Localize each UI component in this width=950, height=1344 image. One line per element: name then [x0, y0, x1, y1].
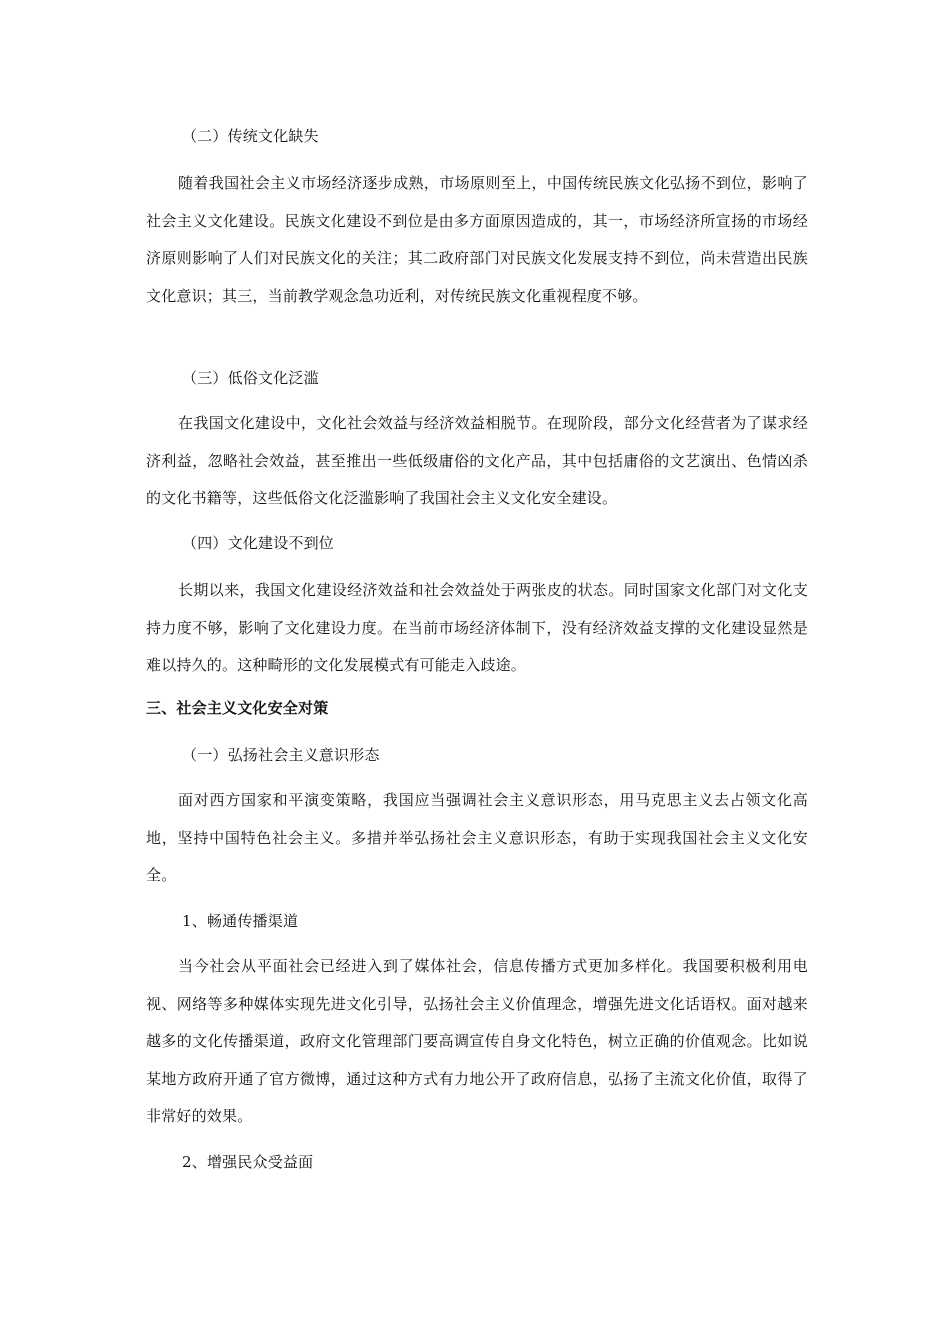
paragraph-culture-construction: 长期以来，我国文化建设经济效益和社会效益处于两张皮的状态。同时国家文化部门对文化支持力度不够，影响了文化建设力度。在当前市场经济体制下，没有经济效益支撑的文化建设显然是难以持久的。这种畸形的文化发展模式有可能走入歧途。 [146, 581, 808, 674]
section-heading-traditional-culture: （二）传统文化缺失 [182, 127, 319, 145]
paragraph-traditional-culture: 随着我国社会主义市场经济逐步成熟，市场原则至上，中国传统民族文化弘扬不到位，影响了社会主义文化建设。民族文化建设不到位是由多方面原因造成的，其一，市场经济所宣扬的市场经济原则影响了人们对民族文化的关注；其二政府部门对民族文化发展支持不到位，尚未营造出民族文化意识；其三，当前教学观念急功近利，对传统民族文化重视程度不够。 [146, 174, 808, 305]
section-heading-vulgar-culture: （三）低俗文化泛滥 [182, 369, 319, 387]
chapter-heading-countermeasures: 三、社会主义文化安全对策 [146, 699, 329, 717]
subsection-heading-public-benefit: 2、增强民众受益面 [182, 1153, 314, 1171]
section-heading-culture-construction: （四）文化建设不到位 [182, 534, 335, 552]
paragraph-channels: 当今社会从平面社会已经进入到了媒体社会，信息传播方式更加多样化。我国要积极利用电视、网络等多种媒体实现先进文化引导，弘扬社会主义价值理念，增强先进文化话语权。面对越来越多的文化传播渠道，政府文化管理部门要高调宣传自身文化特色，树立正确的价值观念。比如说某地方政府开通了官方微博，通过这种方式有力地公开了政府信息，弘扬了主流文化价值，取得了非常好的效果。 [146, 957, 808, 1125]
paragraph-ideology: 面对西方国家和平演变策略，我国应当强调社会主义意识形态，用马克思主义去占领文化高地，坚持中国特色社会主义。多措并举弘扬社会主义意识形态，有助于实现我国社会主义文化安全。 [146, 791, 808, 884]
section-heading-ideology: （一）弘扬社会主义意识形态 [182, 746, 380, 764]
subsection-heading-channels: 1、畅通传播渠道 [182, 912, 299, 930]
paragraph-vulgar-culture: 在我国文化建设中，文化社会效益与经济效益相脱节。在现阶段，部分文化经营者为了谋求经济利益，忽略社会效益，甚至推出一些低级庸俗的文化产品，其中包括庸俗的文艺演出、色情凶杀的文化书籍等，这些低俗文化泛滥影响了我国社会主义文化安全建设。 [146, 414, 808, 507]
